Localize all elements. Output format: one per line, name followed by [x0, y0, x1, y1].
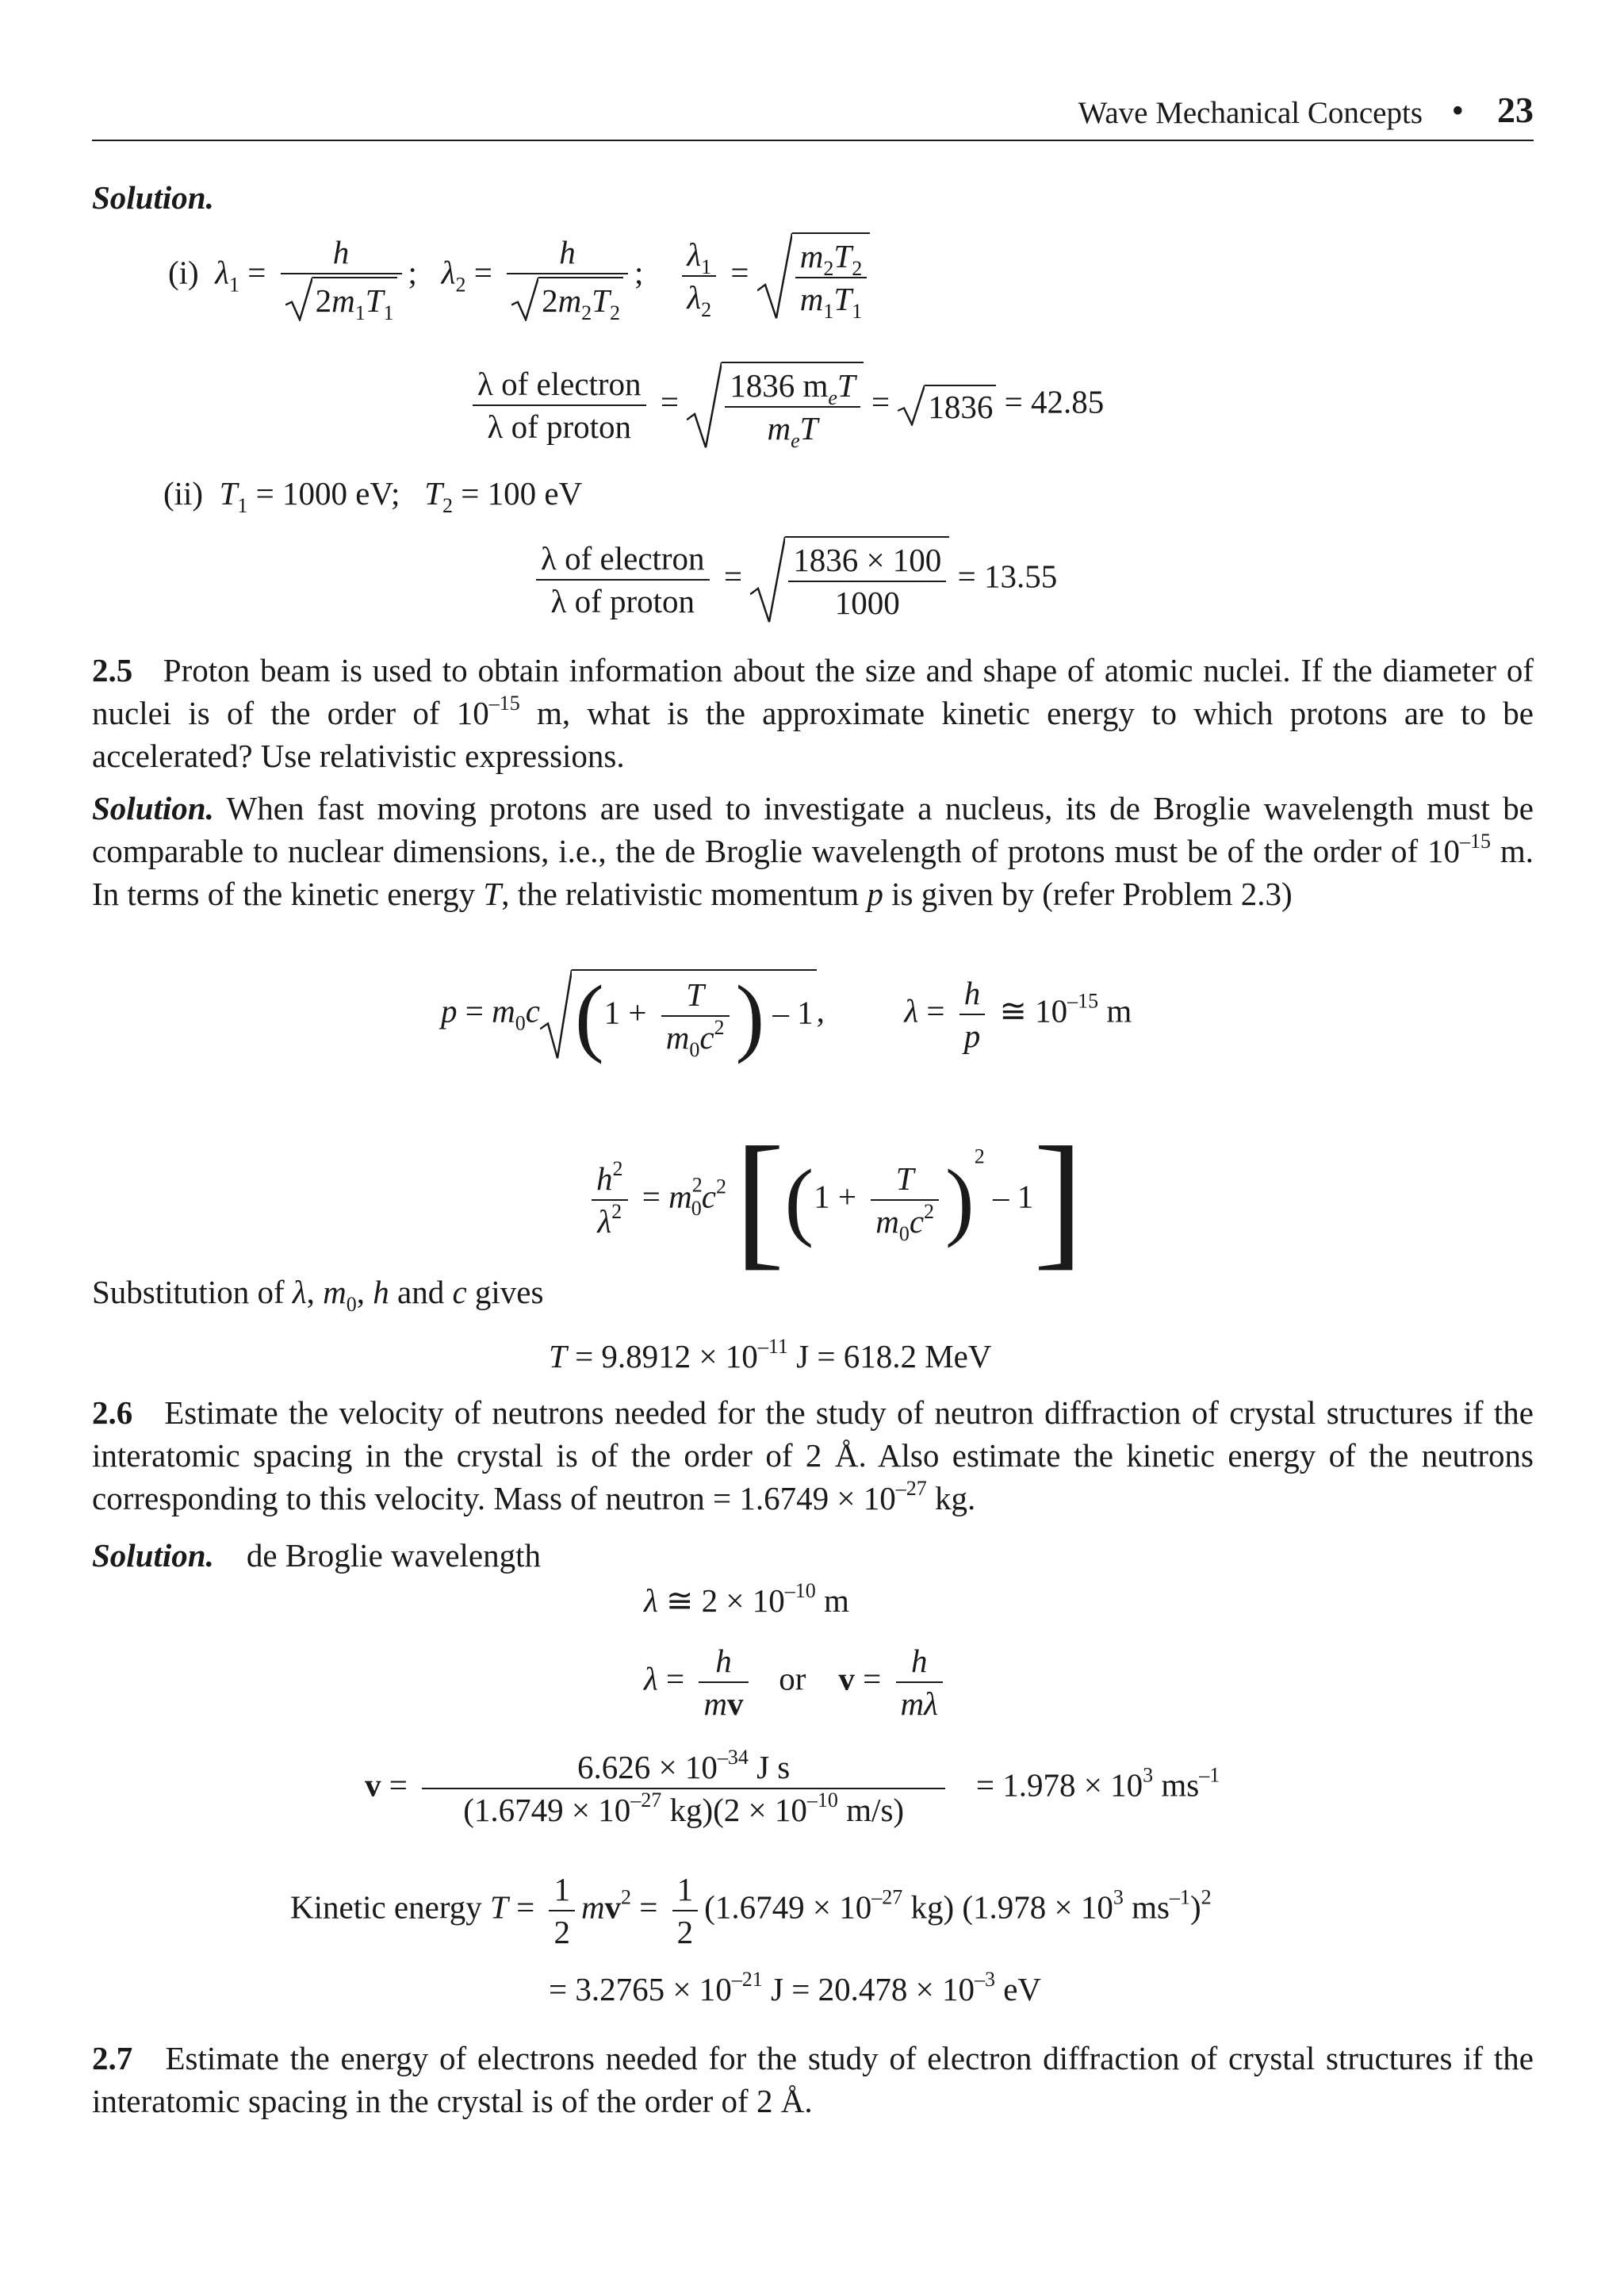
equation-i: (i) $\lambda_1$ = $\frac{h}{2m_1T_1}$ ; $\lambda_2$ = $\frac{h}{2m_2T_2}$ ; $\frac{\lambda_1}{\lambda_2}$ = $\frac{m_2T_2}{m_1T_1}$	[168, 232, 870, 321]
h-squared-equation: $\frac{h^2}{\lambda^2}$ = $m^2_0c^2$ [(1 + $\frac{T}{m_0c^2}$ )$^2$ – 1]	[585, 1125, 1083, 1275]
solution-2-5: Solution. When fast moving protons are used to investigate a nucleus, its de Broglie wavelength must be comparable to nuclear dimensions, i.e., the de Broglie wavelength of protons must be of the order of $10^{-15}$ m. In terms of the kinetic energy T, the relativistic momentum p is given by (refer Problem 2.3)	[92, 790, 1534, 912]
solution-label: Solution.	[92, 179, 214, 216]
kinetic-energy-value: = $3.2765 \times 10^{-21}$ $J = 20.478 \times 10^{-3}$ eV	[549, 1968, 1042, 2007]
substitution-line: Substitution of λ, $m_0$, h and c gives	[92, 1274, 544, 1316]
equation-ii: (ii) $T_1 = 1000$ eV; $T_2 = 100$ eV	[163, 475, 583, 517]
header-bullet: •	[1451, 91, 1464, 130]
problem-2-7: 2.7 Estimate the energy of electrons needed for the study of electron diffraction of crystal structures if the interatomic spacing in the crystal is of the order of 2 Å.	[92, 2040, 1534, 2119]
kinetic-energy-calculation: Kinetic energy T = $\frac{1}{2}$ $mv^2$ = $\frac{1}{2}$ ($1.6749 \times 10^{-27}$ kg) ($1.978 \times 10^3$ $ms^{-1})^2$	[290, 1869, 1212, 1953]
momentum-equation: $p = m_0c$ (1 + $\frac{T}{m_0c^2}$ ) – 1, λ = $\frac{h}{p}$ ≅ $10^{-15}$ m	[441, 968, 1132, 1064]
ratio-value-2: 13.55	[983, 558, 1058, 595]
ratio-value-1: 42.85	[1030, 383, 1105, 420]
velocity-relations: λ = $\frac{h}{mv}$ or v = $\frac{h}{m\lambda}$	[644, 1640, 949, 1724]
ratio-equation-1: λ of electron λ of proton = 1836 $m_eT$ $m_eT$ = 1836 = 42.85	[466, 362, 1104, 449]
problem-2-6: 2.6 Estimate the velocity of neutrons needed for the study of neutron diffraction of crystal structures if the interatomic spacing in the crystal is of the order of 2 Å. Also estimate the kinetic energy of the neutrons corresponding to this velocity. Mass of neutron = $1.6749 \times 10^{-27}$ kg.	[92, 1394, 1534, 1516]
kinetic-energy-result: $T = 9.8912 \times 10^{-11}$ J = 618.2 MeV	[549, 1335, 992, 1374]
ratio-equation-2: λ of electron λ of proton = $\frac{1836 \times 100}{1000}$ = 13.55	[530, 536, 1057, 623]
lambda-value: λ ≅ $2 \times 10^{-10}$ m	[644, 1579, 849, 1619]
solution-2-6: Solution. de Broglie wavelength	[92, 1537, 542, 1574]
problem-2-5: 2.5 Proton beam is used to obtain information about the size and shape of atomic nuclei. If the diameter of nuclei is of the order of $10^{-15}$ m, what is the approximate kinetic energy to which protons are to be accelerated? Use relativistic expressions.	[92, 652, 1534, 774]
running-header	[92, 89, 1534, 141]
page-number: 23	[1497, 90, 1534, 130]
velocity-calculation: v = $\frac{6.626 \times 10^{-34} J s}{(1.6749 \times 10^{-27} kg)(2 \times 10^{-10} m/s)}$ = $1.978 \times 10^3$ $ms^{-1}$	[365, 1746, 1220, 1828]
header-title: Wave Mechanical Concepts	[1078, 96, 1423, 130]
